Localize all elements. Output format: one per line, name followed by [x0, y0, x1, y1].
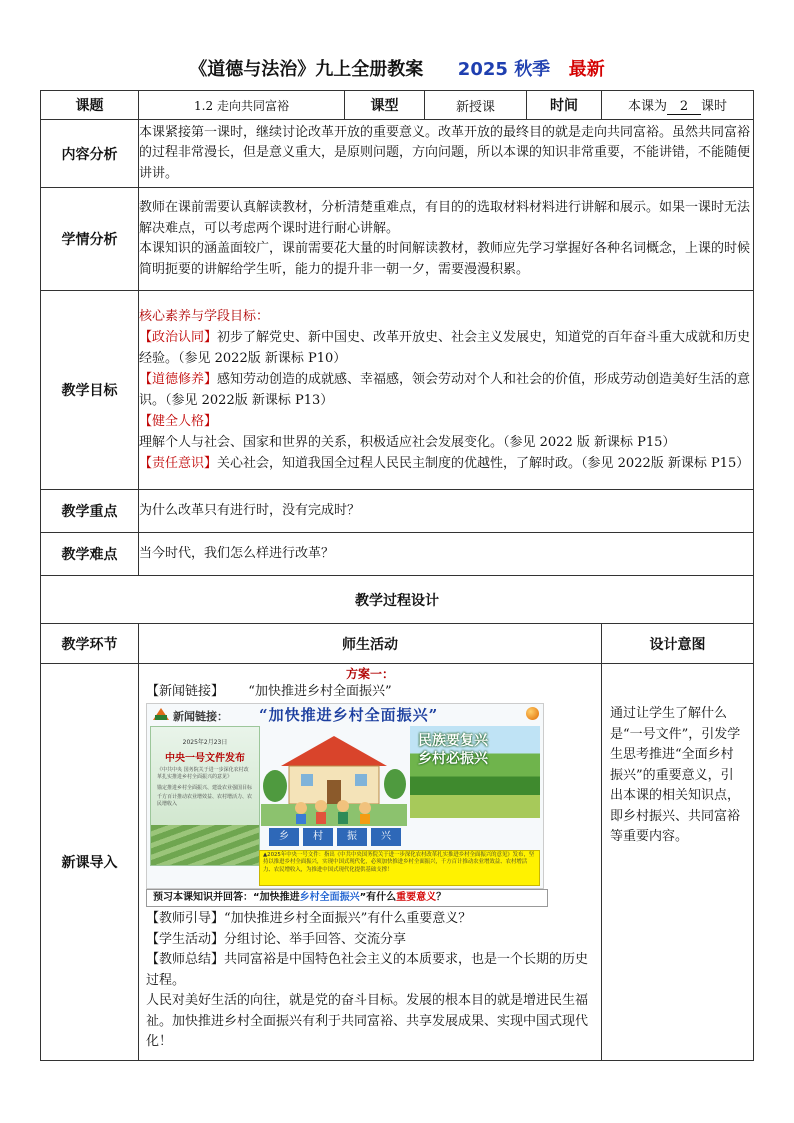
time-prefix: 本课为 — [627, 99, 667, 114]
goal-item — [139, 453, 753, 474]
news-title: “加快推进乡村全面振兴” — [248, 684, 392, 699]
goals-intro: 核心素养与学段目标： — [139, 309, 270, 324]
title-tag: 最新 — [568, 59, 605, 80]
content-analysis-label: 内容分析 — [41, 120, 139, 188]
doc-panel — [150, 726, 260, 866]
terraces-image — [151, 825, 259, 865]
intro-row — [41, 664, 754, 1061]
caption-red: 重要意义 — [396, 892, 437, 903]
difficulty-label: 教学难点 — [41, 533, 139, 576]
lesson-plan-table — [40, 90, 754, 1061]
time-value — [602, 91, 754, 120]
caption-mid: ”有什么 — [359, 892, 397, 903]
slogan-1: 民族要复兴 — [418, 733, 488, 749]
summary-tag: 【教师总结】 — [146, 952, 225, 967]
key-point-row — [41, 490, 754, 533]
time-count: 2 — [667, 99, 701, 115]
goal-tag: 【责任意识】 — [139, 456, 218, 471]
key-point-label: 教学重点 — [41, 490, 139, 533]
time-label: 时间 — [527, 91, 602, 120]
guide-tag: 【教师引导】 — [146, 911, 225, 926]
char-tile: 乡 — [269, 828, 299, 846]
time-suffix: 课时 — [701, 99, 728, 114]
news-badge-icon — [151, 706, 171, 722]
landscape-image — [410, 726, 540, 818]
doc-sub: 《中共中央 国务院关于进一步深化农村改革扎实推进乡村全面振兴的意见》 — [157, 767, 249, 780]
goal-text: 初步了解党史、新中国史、改革开放史、社会主义发展史，知道党的百年奋斗重大成就和历史经验。（参见 2022版 新课标 P10） — [139, 330, 751, 366]
intro-activity-cell — [139, 664, 602, 1061]
banner-title: “加快推进乡村全面振兴” — [259, 706, 439, 724]
process-col-intent: 设计意图 — [602, 624, 754, 664]
goal-text: 理解个人与社会、国家和世界的关系，积极适应社会发展变化。（参见 2022 版 新课标 P15） — [139, 435, 676, 450]
type-value: 新授课 — [425, 91, 527, 120]
type-label: 课型 — [345, 91, 425, 120]
student-analysis-row — [41, 188, 754, 291]
plan-label: 方案一： — [345, 667, 394, 681]
village-chars — [269, 828, 401, 846]
goal-item — [139, 411, 753, 453]
header-row — [41, 91, 754, 120]
intro-label: 新课导入 — [41, 664, 139, 1061]
summary-text: 共同富裕是中国特色社会主义的本质要求，也是一个长期的历史过程。 — [146, 952, 589, 988]
banner-label: 新闻链接： — [173, 710, 228, 723]
lesson-value: 1.2 走向共同富裕 — [139, 91, 345, 120]
preview-question — [146, 889, 548, 907]
goals-row — [41, 291, 754, 490]
notice-box: ▲2025年中央一号文件：指出《中共中央国务院关于进一步深化农村改革扎实推进乡村全面振兴的意见》发布，坚持以推进乡村全面振兴，实现中国式现代化，必须加快推进乡村全面振兴，千方百计推动农业增效益、农村增活力、农民增收入，为推进中国式现代化提供基础支撑！ — [259, 850, 540, 886]
slogan-2: 乡村必振兴 — [418, 751, 488, 767]
process-col-activity: 师生活动 — [139, 624, 602, 664]
intro-para2: 人民对美好生活的向往，就是党的奋斗目标。发展的根本目的就是增进民生福祉。加快推进乡村全面振兴有利于共同富裕、共享发展成果、实现中国式现代化！ — [146, 993, 589, 1049]
student-analysis-para1: 教师在课前需要认真解读教材，分析清楚重难点，有目的的选取材料材料进行讲解和展示。如果一课时无法解决难点，可以考虑两个课时进行耐心讲解。 — [139, 200, 751, 236]
student-analysis-label: 学情分析 — [41, 188, 139, 291]
title-year: 2025 — [457, 59, 508, 80]
goal-text: 感知劳动创造的成就感、幸福感，领会劳动对个人和社会的价值，形成劳动创造美好生活的意识。（参见 2022版 新课标 P13） — [139, 372, 751, 408]
doc-title: 中央一号文件发布 — [165, 753, 245, 764]
news-tag: 【新闻链接】 — [146, 684, 225, 699]
caption-pre: 预习本课知识并回答：“加快推进 — [153, 892, 300, 903]
difficulty-row — [41, 533, 754, 576]
student-analysis-para2: 本课知识的涵盖面较广，课前需要花大量的时间解读教材，教师应先学习掌握好各种名词概念，上课的时候简明扼要的讲解给学生听，能力的提升非一朝一夕，需要漫漫积累。 — [139, 241, 751, 277]
char-tile: 振 — [337, 828, 367, 846]
activity-text: 分组讨论、举手回答、交流分享 — [224, 931, 407, 947]
process-heading-row — [41, 576, 754, 624]
summary-line — [146, 950, 594, 991]
goals-label: 教学目标 — [41, 291, 139, 490]
activity-line — [146, 930, 594, 951]
goals-content — [139, 291, 754, 490]
goal-tag: 【道德修养】 — [139, 372, 218, 387]
lesson-label: 课题 — [41, 91, 139, 120]
orange-dot-icon — [526, 707, 539, 720]
key-point-text: 为什么改革只有进行时，没有完成时？ — [139, 490, 754, 533]
title-main: 《道德与法治》九上全册教案 — [189, 59, 424, 80]
village-svg — [261, 726, 407, 826]
difficulty-text: 当今时代，我们怎么样进行改革？ — [139, 533, 754, 576]
village-illustration — [261, 726, 407, 826]
caption-blue: 乡村全面振兴 — [299, 892, 360, 903]
goal-tag: 【政治认同】 — [139, 330, 218, 345]
guide-line — [146, 909, 594, 930]
process-heading: 教学过程设计 — [41, 576, 754, 624]
goal-text: 关心社会，知道我国全过程人民民主制度的优越性，了解时政。（参见 2022版 新课标 P15） — [217, 456, 750, 471]
content-analysis-text: 本课紧接第一课时，继续讨论改革开放的重要意义。改革开放的最终目的就是走向共同富裕。虽然共同富裕的过程非常漫长，但是意义重大，是原则问题，方向问题，所以本课的知识非常重要，不能讲错，不能随便讲讲。 — [139, 120, 754, 188]
news-link-line — [139, 683, 601, 701]
content-analysis-row — [41, 120, 754, 188]
intent-text: 通过让学生了解什么是“一号文件”，引发学生思考推进“全面乡村振兴”的重要意义，引出本课的相关知识点，即乡村振兴、共同富裕等重要内容。 — [602, 664, 754, 1061]
caption-end: ？ — [436, 892, 447, 903]
intro-text — [139, 907, 601, 1055]
news-image — [146, 703, 544, 889]
title-season: 秋季 — [514, 59, 551, 80]
student-analysis-text — [139, 188, 754, 291]
char-tile: 村 — [303, 828, 333, 846]
doc-line2: 千方百计推动农业增效益、农村增活力、农民增收入 — [157, 794, 253, 807]
doc-line1: 锚定推进乡村全面振兴、建设农业强国目标 — [157, 785, 253, 791]
activity-tag: 【学生活动】 — [146, 931, 225, 947]
process-column-row — [41, 624, 754, 664]
goal-item — [139, 369, 753, 411]
process-col-stage: 教学环节 — [41, 624, 139, 664]
goal-item — [139, 327, 753, 369]
char-tile: 兴 — [371, 828, 401, 846]
doc-date: 2025年2月23日 — [182, 739, 228, 746]
document-title — [0, 55, 794, 81]
guide-text: “加快推进乡村全面振兴”有什么重要意义？ — [224, 911, 472, 926]
goal-tag: 【健全人格】 — [139, 414, 218, 429]
